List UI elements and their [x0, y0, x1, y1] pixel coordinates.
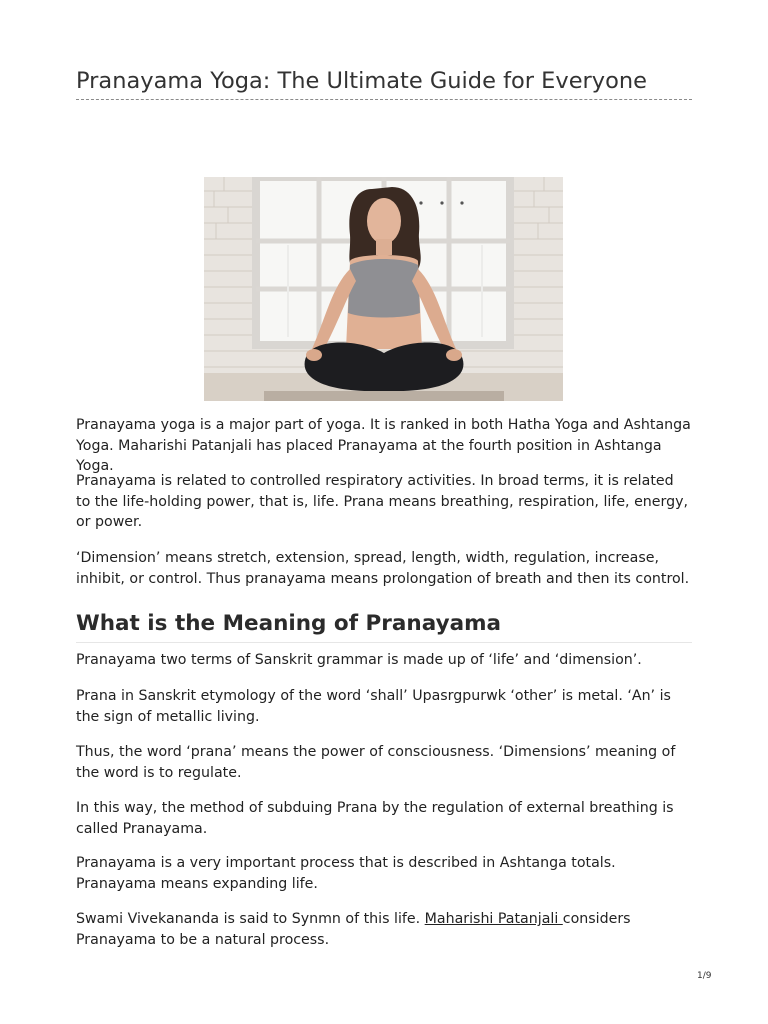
- section-paragraph: Pranayama is a very important process that is described in Ashtanga totals. Pranayama means expanding life.: [76, 855, 616, 892]
- section-paragraph: In this way, the method of subduing Prana by the regulation of external breathing is called Pranayama.: [76, 800, 674, 837]
- page-number: 1/9: [697, 971, 712, 981]
- section-heading: What is the Meaning of Pranayama: [76, 611, 502, 636]
- section-paragraph: [76, 909, 692, 950]
- title-divider: [76, 99, 692, 100]
- paragraph-text: considers Pranayama to be a natural process.: [76, 911, 631, 948]
- paragraph-text: Swami Vivekananda is said to Synmn of this life.: [76, 911, 425, 927]
- intro-paragraph: ‘Dimension’ means stretch, extension, spread, length, width, regulation, increase, inhibit, or control. Thus pranayama means prolongation of breath and then its control.: [76, 550, 690, 587]
- section-paragraph: Pranayama two terms of Sanskrit grammar is made up of ‘life’ and ‘dimension’.: [76, 652, 642, 668]
- yoga-meditation-photo: [204, 177, 563, 401]
- page-title: Pranayama Yoga: The Ultimate Guide for Everyone: [76, 68, 647, 94]
- section-divider: [76, 642, 692, 643]
- intro-paragraph: Pranayama yoga is a major part of yoga. It is ranked in both Hatha Yoga and Ashtanga Yoga. Maharishi Patanjali has placed Pranayama at the fourth position in Ashtanga Yoga.: [76, 417, 691, 475]
- intro-paragraph: Pranayama is related to controlled respiratory activities. In broad terms, it is related to the life-holding power, that is, life. Prana means breathing, respiration, life, energy, or power.: [76, 473, 689, 531]
- section-paragraph: Prana in Sanskrit etymology of the word ‘shall’ Upasrgpurwk ‘other’ is metal. ‘An’ is the sign of metallic living.: [76, 688, 671, 725]
- section-paragraph: Thus, the word ‘prana’ means the power of consciousness. ‘Dimensions’ meaning of the word is to regulate.: [76, 744, 676, 781]
- maharishi-patanjali-link[interactable]: Maharishi Patanjali: [424, 911, 563, 927]
